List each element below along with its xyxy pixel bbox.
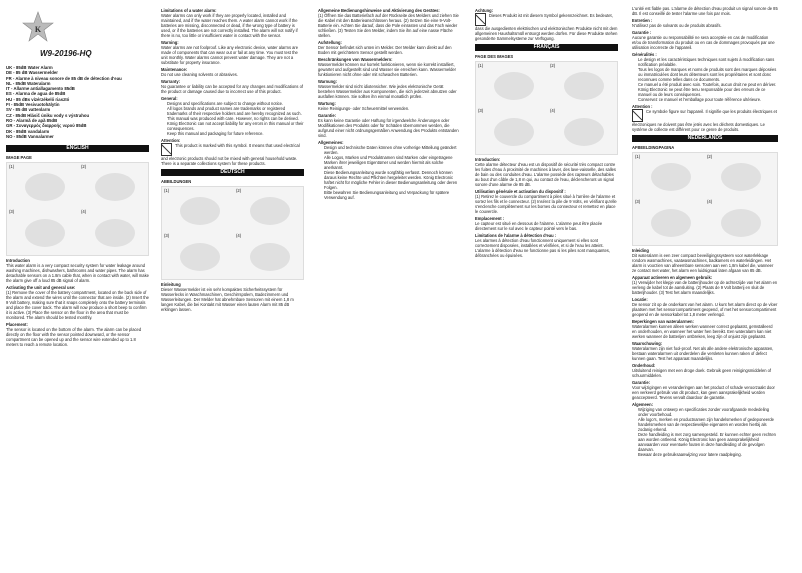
image-page-heading: ABBILDUNGEN (161, 179, 192, 184)
heading: Limitations de l'alarme à détection d'eau : (475, 233, 557, 238)
list-item: • Ce manuel a été produit avec soin. Toutefois, aucun droit ne peut en dériver. König Electronic ne peut être tenu responsable pour des erreurs de ce manuel ou de leurs conséquences. (638, 82, 778, 97)
heading: Beschränkungen von Wassermeldern: (318, 57, 393, 62)
alarm-device-image (721, 209, 761, 237)
attention-text: Ce symbole figure sur l'appareil. Il signifie que les produits électriques et électroniques ne doivent pas être jetés avec les déchets domestiques. Le système de collecte est différent pour ce genre de produits. (632, 109, 777, 132)
paragraph: No guarantee or liability can be accepted for any changes and modifications of the product or damage caused due to incorrect use of this product. (161, 84, 304, 94)
figure-label: (1) (478, 63, 484, 68)
wheelie-bin-icon (475, 13, 486, 26)
heading: Warnung: (318, 79, 337, 84)
list-item: • Design und technische Daten können ohne vorherige Mitteilung geändert werden. (324, 145, 461, 155)
achtung-text: Dieses Produkt ist mit diesem Symbol gekennzeichnet. Es bedeutet, dass die ausgedienten elektrischen und elektronischen Produkte nicht mit dem allgemeinen Haushaltsmüll entsorgt werden dürfen. Für diese Produkte stehen gesonderte Sammelsysteme zur Verfügung. (475, 13, 618, 41)
language-item: IT - Allarme antiallagamento 85dB (6, 86, 75, 92)
paragraph: (1) Öffnen Sie das Batteriefach auf der Rückseite des Melders und ziehen Sie die Kabel mit den Batterieanschlüssen heraus. (2) Setzen Sie eine 9-Volt-Batterie ein. Achten Sie darauf, dass die Pole einrasten und das Fach wieder schließen. (3) Testen Sie den Melder, indem Sie ihn auf eine nasse Fläche stellen. (318, 13, 459, 38)
heading: Allgemeine Bedienungshinweise und Aktivierung des Gerätes: (318, 8, 440, 13)
figure-label: (3) (478, 108, 484, 113)
paragraph: (1) Retirez le couvercle du compartiment à piles situé à l'arrière de l'alarme et sortez les fils et le connecteur. (2) Insérez la pile de 9 Volts, en vérifiant qu'elle s'enclenche complètement sur les bornes du connecteur et remettez en place le couvercle. (475, 194, 617, 214)
section-band-nederlands: NEDERLANDS (632, 135, 778, 142)
heading: Onderhoud: (632, 363, 656, 368)
figure-label: (2) (236, 188, 242, 193)
alarm-device-image (651, 163, 691, 191)
figure-label: (2) (707, 154, 713, 159)
figure-label: (3) (9, 209, 15, 215)
language-item: GR - Συναγερμός διαρροής νερού 85dB (6, 123, 87, 129)
figure-label: (1) (9, 164, 15, 170)
svg-text:K: K (34, 25, 42, 34)
heading: Placement: (6, 322, 28, 328)
section-band-francais: FRANÇAIS (475, 44, 618, 51)
paragraph: Do not use cleaning solvents or abrasives. (161, 72, 238, 77)
column-3 (318, 6, 461, 568)
heading: Locatie: (632, 297, 648, 302)
language-item: CZ - 85dB Hlásič úniku vody s výstrahou (6, 112, 90, 118)
paragraph: L'unité est fiable pas. L'alarme de détection d'eau produit un signal sonore de 85 dB. Il est conseillé de tester l'alarme une fois par mois. (632, 6, 778, 16)
heading: Garantie : (632, 30, 652, 35)
list-item: • Diese Bedienungsanleitung wurde sorgfältig verfasst. Dennoch können daraus keine Rechte und Pflichten hergeleitet werden. König Electronic haftet nicht für mögliche Fehler in dieser Bedienungsanleitung oder deren Folgen. (324, 170, 461, 190)
heading: Algemeen: (632, 402, 653, 407)
heading: Entretien : (632, 18, 653, 23)
paragraph: Dit wateralarm is een zeer compact beveiligingssysteem voor waterlekkage rondom wasmachines, vaatwasmachines, badkamers en waterleidingen. Het alarm is voorzien van afneembare sensoren aan een 1,8m kabel die, wanneer ze contact met water, het alarm een luidsignaal laten afgaan van 85 dB. (632, 253, 774, 273)
heading: Attention : (632, 104, 653, 109)
paragraph: The sensor is located on the bottom of the alarm. The alarm can be placed directly on the floor with the sensor pointed downward, or the sensor compartment can be opened up and the sensor wire extended up to 1.8 meters to reach a remote location. (6, 327, 142, 348)
image-page-heading: IMAGE PAGE (6, 155, 32, 161)
heading: Beperkingen van wateralarmen: (632, 319, 694, 324)
heading: Achtung: (475, 8, 493, 13)
language-item: NL - 85dB Wateralarm (6, 80, 51, 86)
language-item: FR - Alarme à niveau sonore de 85 dB de détection d'eau (6, 75, 122, 81)
heading: Introduction: (475, 157, 501, 162)
list-item: • Bitte bewahren Sie Bedienungsanleitung und Verpackung für spätere Verwendung auf. (324, 190, 461, 200)
paragraph: Keine Reinigungs- oder Scheuermittel verwenden. (318, 106, 410, 111)
heading: Inleiding (632, 248, 649, 253)
alarm-device-image (95, 173, 135, 201)
paragraph (161, 143, 304, 166)
product-illustration (6, 162, 149, 256)
image-page-heading: PAGE DES IMAGES (475, 54, 514, 59)
product-illustration (475, 61, 618, 155)
heading: Wartung: (318, 101, 336, 106)
figure-label: (2) (550, 63, 556, 68)
heading: Emplacement : (475, 216, 505, 221)
list-item: • Keep this manual and packaging for future reference. (167, 131, 304, 136)
paragraph: Wateralarmen kunnen alleen werken wanneer correct geplaatst, geïnstalleerd en onderhouden, en wanneer het water hen bereikt. Een wateralarm kan niet werken wanneer de batterijen ontbreken, leeg zijn of onjuist zijn geplaatst. (632, 324, 773, 339)
paragraph: Le capteur est situé en dessous de l'alarme. L'alarme peut être placée directement sur le sol avec le capteur pointé vers le bas. (475, 221, 603, 231)
alarm-device-image (651, 209, 691, 237)
heading: Garantie: (632, 380, 650, 385)
paragraph: Dieser Wassermelder ist ein sehr kompaktes Sicherheitssystem für Wasserlecks in Waschmaschinen, Geschirrspülern, Badezimmern und Wasserleitungen. Der Melder hat abnehmbare Sensoren mit einem 1,8 m langen Kabel, die bei Kontakt mit Wasser einen lauten Alarm mit 85 dB erklingen lassen. (161, 287, 294, 312)
list-item: • Alle logo's, merken en productnamen zijn handelsmerken of gedeponeerde handelsmerken van de respectievelijke eigenaren en worden hierbij als zodanig erkend. (638, 417, 778, 432)
alarm-device-image (721, 163, 761, 191)
language-item: FI - 85dB Vesivuotohälytin (6, 102, 60, 108)
list-item: • Designs and specifications are subject to change without notice. (167, 101, 304, 106)
heading: Maintenance: (161, 67, 188, 72)
image-page-heading: AFBEELDINGPAGINA (632, 145, 675, 150)
list-item: • Wijziging van ontwerp en specificaties zonder voorafgaande mededeling onder voorbehoud. (638, 407, 778, 417)
heading: Einleitung (161, 282, 181, 287)
paragraph: Water alarms are not foolproof. Like any electronic device, water alarms are made of components that can wear out or fail at any time. You must test the unit monthly. Water alarms cannot prevent water damage. They are not a substitute for property insurance. (161, 45, 299, 65)
column-1 (6, 6, 149, 568)
paragraph: Wassermelder sind nicht idiotensicher. Wie jedes elektronische Gerät bestehen Wassermelder aus Komponenten, die sich jederzeit abnutzen oder ausfallen können. Sie sollten ihn einmal monatlich prüfen. (318, 84, 457, 99)
konig-logo (20, 10, 56, 44)
list-item: • Conservez ce manuel et l'emballage pour toute référence ultérieure. (638, 97, 778, 102)
wheelie-bin-icon (632, 109, 643, 122)
alarm-device-image (494, 72, 534, 100)
column-2 (161, 6, 304, 568)
heading: Utilisation générale et activation du dispositif : (475, 189, 566, 194)
list-item: • All logos brands and product names are trademarks or registered trademarks of their respective holders and are hereby recognized as such. (167, 106, 304, 116)
paragraph: Les alarmes à détection d'eau fonctionnent uniquement si elles sont correctement disposées, installées et vérifiées, et si de l'eau les atteint. L'alarme à détection d'eau ne fonctionne pas si les piles sont manquantes, débranchées ou épuisées. (475, 238, 610, 258)
general-list (167, 101, 304, 136)
heading: Garantie: (318, 113, 336, 118)
heading: Généralités : (632, 52, 657, 57)
alarm-device-image (564, 118, 604, 146)
figure-label: (4) (81, 209, 87, 215)
paragraph: Aucune garantie ou responsabilité ne sera acceptée en cas de modification et/ou de transformation du produit ou en cas de dommages provoqués par une utilisation incorrecte de l'appareil. (632, 35, 775, 50)
heading: Allgemeines: (318, 140, 344, 145)
heading: Attention: (161, 138, 181, 143)
column-4 (475, 6, 618, 568)
alarm-device-image (494, 118, 534, 146)
list-item: • This manual was produced with care. However, no rights can be derived. König Electronic can not accept liability for any errors in this manual or their consequences. (167, 116, 304, 131)
general-list (638, 407, 778, 457)
wheelie-bin-icon (161, 143, 172, 156)
alarm-device-image (25, 219, 65, 247)
list-item: • Bewaar deze gebruiksaanwijzing voor latere raadpleging. (638, 452, 778, 457)
language-item: DE - 85 dB Wassermelder (6, 70, 58, 76)
attention-text: This product is marked with this symbol. It means that used electrical and electronic products should not be mixed with general household waste. There is a separate collections system for these products. (161, 143, 300, 166)
alarm-device-image (95, 219, 135, 247)
paragraph: (1) Remove the cover of the battery compartment, located on the back side of the alarm and extend the wires until the connector that are inside. (2) Insert the 9 Volt battery, making sure that it snaps completely onto the battery terminals and place the cover back. The alarm will now produce a short beep to confirm it is active. (3) Place the sensor on the floor in the area that must be monitored. The alarm should be tested monthly. (6, 290, 149, 321)
alarm-device-image (180, 243, 220, 271)
language-item: ES - Alarma de agua de 85dB (6, 91, 66, 97)
heading: Introduction (6, 258, 30, 264)
language-item: SV - 85 dB vattenlarm (6, 107, 51, 113)
paragraph: Cette alarme détecteur d'eau est un dispositif de sécurité très compact contre les fuites d'eau à proximité de machines à laver, des lave-vaisselle, des salles de bain ou des conduites d'eau. L'alarme possède des capteurs détachables au bout d'un câble de 1,8 m qui, au contact de l'eau, déclencheront un signal sonore d'une alarme de 85 dB. (475, 162, 616, 187)
figure-label: (3) (635, 199, 641, 204)
alarm-device-image (564, 72, 604, 100)
paragraph: This water alarm is a very compact security system for water leakage around washing machines, dishwashers, bathrooms and water pipes. The alarm has detachable sensors on a 1.8m cable that, when in contact with water, will make the alarm give off a loud 85 dB signal of alarm. (6, 263, 149, 284)
general-list (324, 145, 461, 200)
product-illustration (161, 186, 304, 280)
figure-label: (1) (635, 154, 641, 159)
heading: Activating the unit and general use: (6, 285, 76, 291)
paragraph: Uitsluitend reinigen met een droge doek. Gebruik geen reinigingsmiddelen of schuurmiddelen. (632, 368, 772, 378)
list-item: • Le design et les caractéristiques techniques sont sujets à modification sans notification préalable. (638, 57, 778, 67)
column-5 (632, 6, 778, 568)
heading: Aufstellung: (318, 40, 342, 45)
paragraph: Voor wijzigingen en veranderingen aan het product of schade veroorzaakt door een verkeerd gebruik van dit product, kan geen aansprakelijkheid worden geaccepteerd. Tevens vervalt daardoor de garantie. (632, 385, 775, 400)
paragraph: Der Sensor befindet sich unten im Melder. Der Melder kann direkt auf den Boden mit gerichtetem Sensor gestellt werden. (318, 45, 452, 55)
heading: Warning: (161, 40, 179, 45)
paragraph: Water alarms can only work if they are properly located, installed and maintained, and if the water reaches them. A water alarm cannot work if the batteries are missing, disconnected or dead, if the wrong type of battery is used, or if the batteries are not correctly installed. The alarm will not notify if there is no, too little or insufficient water in contact with the sensor. (161, 13, 298, 38)
paragraph (632, 109, 778, 132)
alarm-device-image (180, 197, 220, 225)
alarm-device-image (25, 173, 65, 201)
heading: General: (161, 96, 178, 101)
paragraph: Wassermelder können nur korrekt funktionieren, wenn sie korrekt installiert, gewartet und aufgestellt sind und Wasser sie erreichen kann. Wassermelder funktionieren nicht ohne oder mit schwachen Batterien. (318, 62, 457, 77)
figure-label: (4) (707, 199, 713, 204)
alarm-device-image (250, 243, 290, 271)
heading: Limitations of a water alarm: (161, 8, 217, 13)
paragraph: Es kann keine Garantie oder Haftung für irgendwelche Änderungen oder Modifikationen des Produkts oder für Schäden übernommen werden, die aufgrund einer nicht ordnungsgemäßen Anwendung des Produkts entstanden sind. (318, 118, 459, 138)
figure-label: (4) (236, 233, 242, 238)
paragraph: Wateralarmen zijn niet fool-proof. Net als alle andere elektronische apparaten, bestaan wateralarmen uit onderdelen die versleten kunnen raken of defect kunnen gaan. Test het apparaat maandelijks. (632, 346, 774, 361)
section-band-english: ENGLISH (6, 145, 149, 152)
language-item: DK - 85dB vandalarm (6, 128, 50, 134)
language-item: UK - 85dB Water Alarm (6, 65, 53, 70)
heading: Warranty: (161, 79, 180, 84)
general-list (638, 57, 778, 102)
heading: Waarschuwing: (632, 341, 663, 346)
paragraph: N'utilisez pas de solvants ou de produits abrasifs. (632, 23, 722, 28)
heading: Apparaat activeren en algemeen gebruik: (632, 275, 713, 280)
alarm-device-image (250, 197, 290, 225)
language-item: NO - 85dB Vannalarmer (6, 133, 54, 139)
section-band-deutsch: DEUTSCH (161, 169, 304, 176)
model-number: W9-20196-HQ (40, 49, 92, 58)
paragraph: De sensor zit op de onderkant van het alarm. U kunt het alarm direct op de vloer plaatsen met het sensorcompartiment geopend, of met het sensorcompartiment geopend en de sensorkabel tot 1,8 meter verlengd. (632, 302, 778, 317)
paragraph: (1) Verwijder het klepje van de batterijhouder op de achterzijde van het alarm en verleng de kabel tot de aansluiting. (2) Plaats de 9 Volt batterij en sluit de batterijhouder. (3) Test het alarm maandelijks. (632, 280, 778, 295)
language-item: RO - Alarmă de apă 85dB (6, 117, 58, 123)
list-item: • Alle Logos, Marken und Produktnamen sind Marken oder eingetragene Marken ihrer jeweiligen Eigentümer und werden hiermit als solche anerkannt. (324, 155, 461, 170)
figure-label: (3) (164, 233, 170, 238)
figure-label: (2) (81, 164, 87, 170)
paragraph (475, 13, 618, 41)
list-item: • Tous les logos de marques et noms de produits sont des marques déposées ou immatriculées dont leurs détenteurs sont les propriétaires et sont donc reconnues comme telles dans ce documents. (638, 67, 778, 82)
figure-label: (1) (164, 188, 170, 193)
product-illustration (632, 152, 778, 246)
language-list (6, 65, 149, 139)
figure-label: (4) (550, 108, 556, 113)
language-item: HU - 85 dBs vízérzékelő riasztó (6, 96, 70, 102)
list-item: • Deze handleiding is met zorg samengesteld. Er kunnen echter geen rechten aan worden ontleend. König Electronic kan geen aansprakelijkheid aanvaarden voor eventuele fouten in deze handleiding of de gevolgen daarvan. (638, 432, 778, 452)
